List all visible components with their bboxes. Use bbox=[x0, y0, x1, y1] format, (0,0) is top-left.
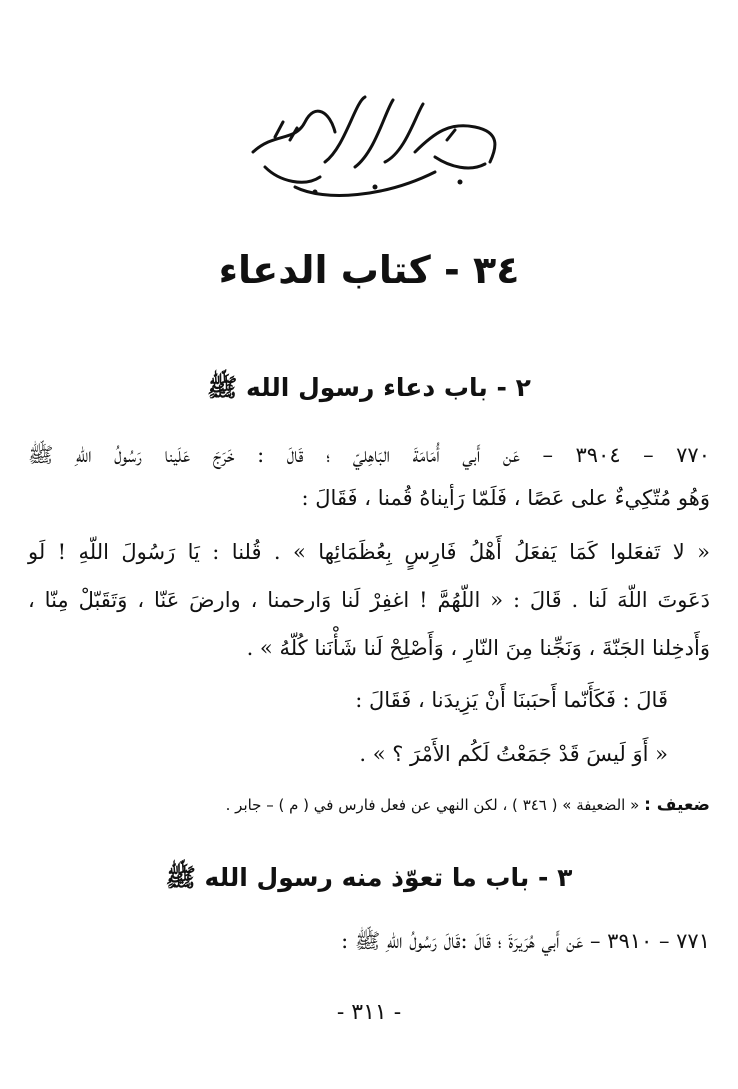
section-title: ٢ - باب دعاء رسول الله ﷺ bbox=[207, 373, 531, 402]
grade-text: « الضعيفة » ( ٣٤٦ ) ، لكن النهي عن فعل فارس في ( م ) – جابر . bbox=[225, 796, 640, 814]
hadith-text-line: قَالَ : فَكَأَنّما أَحبَبنَا أَنْ يَزِيدَنا ، فَقَالَ : bbox=[355, 688, 668, 712]
chapter-title: ٣٤ - كتاب الدعاء bbox=[218, 248, 520, 292]
page-number: - ٣١١ - bbox=[336, 1000, 402, 1025]
hadith-text-line: وَهُو مُتّكِيءٌ على عَصًا ، فَلَمّا رَأيناهُ قُمنا ، فَقَالَ : bbox=[301, 486, 710, 510]
basmala-calligraphy bbox=[235, 92, 505, 212]
hadith-text-line: ٧٧١ – ٣٩١٠ – عَن أَبي هُرَيرَةَ ؛ قَالَ :قَالَ رَسُولُ اللّهِ ﷺ : bbox=[341, 929, 710, 953]
hadith-text-line: « لا تَفعَلوا كَمَا يَفعَلُ أَهْلُ فَارِسٍ بِعُظَمَائِها » . قُلنا : يَا رَسُولَ اللّهِ ! لَو bbox=[28, 540, 710, 564]
hadith-text-line: دَعَوتَ اللّهَ لَنا . قَالَ : « اللّهُمَّ ! اغفِرْ لَنا وَارحمنا ، وارضَ عَنّا ، وَتَقَبّلْ مِنّا ، bbox=[28, 588, 710, 612]
hadith-text-line: « أَوَ لَيسَ قَدْ جَمَعْتُ لَكُم الأَمْرَ ؟ » . bbox=[359, 742, 668, 766]
hadith-text-line: ٧٧٠ – ٣٩٠٤ – عَن أَبي أُمَامَةَ البَاهِليّ ؛ قَالَ : خَرَجَ عَلَينا رَسُولُ اللّهِ ﷺ bbox=[28, 443, 710, 467]
hadith-text-line: وَأَدخِلنا الجَنّةَ ، وَنَجِّنا مِنَ النّارِ ، وَأَصْلِحْ لَنا شَأْنَنا كُلّهُ » . bbox=[246, 636, 710, 660]
grade-label: ضعيف : bbox=[644, 795, 710, 815]
hadith-grade bbox=[28, 795, 710, 815]
section-title: ٣ - باب ما تعوّذ منه رسول الله ﷺ bbox=[165, 863, 573, 892]
